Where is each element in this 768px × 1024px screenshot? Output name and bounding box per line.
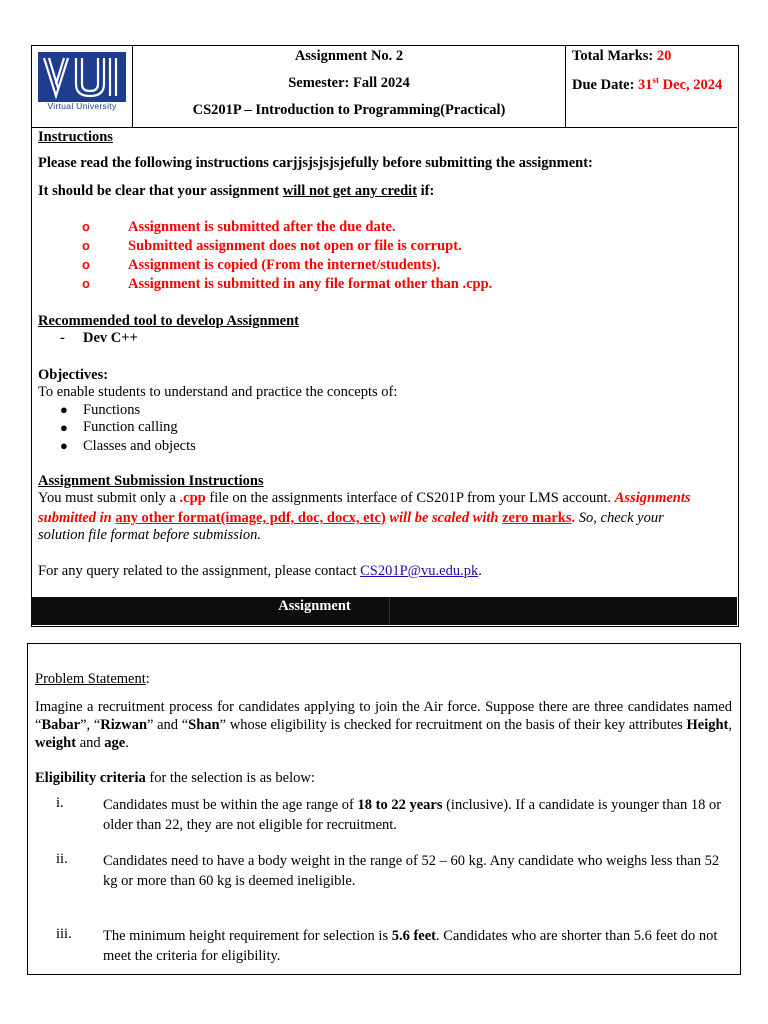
- assignment-bar: [31, 597, 737, 625]
- submission-heading: Assignment Submission Instructions: [38, 473, 264, 489]
- problem-text: .: [125, 735, 129, 751]
- list-number: iii.: [56, 926, 72, 942]
- bullet-icon: o: [82, 219, 90, 234]
- due-date-ordinal: st: [652, 75, 660, 85]
- objective-item: Function calling: [83, 419, 178, 435]
- criteria-item-text: The minimum height requirement for selection is: [103, 928, 392, 944]
- semester: Semester: Fall 2024: [288, 75, 410, 91]
- criteria-item-bold: 18 to 22 years: [357, 797, 443, 813]
- query-line: [38, 563, 482, 580]
- header-divider: [565, 45, 566, 127]
- criteria-item: [103, 851, 733, 891]
- criteria-item-text: (inclusive). If a candidate is younger than 18 or older than 22, they are not eligible for recruitment.: [103, 797, 722, 833]
- total-marks-label: Total Marks:: [572, 48, 657, 64]
- list-number: i.: [56, 795, 64, 811]
- total-marks: [572, 48, 671, 65]
- attribute: age: [104, 735, 126, 751]
- no-credit-line: [38, 183, 434, 200]
- query-text: For any query related to the assignment, please contact: [38, 563, 361, 579]
- total-marks-value: 20: [656, 48, 672, 64]
- problem-heading-text: Problem Statement: [35, 671, 146, 687]
- read-instructions-line: Please read the following instructions carjjsjsjsjsjefully before submitting the assignment:: [38, 155, 593, 171]
- problem-paragraph: [35, 698, 732, 752]
- attribute: Height: [686, 717, 729, 733]
- bullet-dot-icon: ●: [60, 438, 68, 453]
- assignment-bar-divider: [389, 597, 390, 625]
- dash-icon: -: [60, 330, 65, 346]
- problem-text: ” whose eligibility is checked for recruitment on the basis of their key attributes: [219, 717, 687, 733]
- submission-line-1: [38, 490, 691, 507]
- course-title: CS201P – Introduction to Programming(Practical): [192, 102, 506, 118]
- problem-text: ,: [728, 717, 733, 733]
- cpp-extension: .cpp: [179, 490, 206, 506]
- criteria-line: [35, 770, 732, 787]
- vu-logo-icon: [38, 52, 126, 102]
- warning-text: will be scaled with: [385, 510, 503, 526]
- criteria-item-text: . Candidates who are shorter than 5.6 feet do not meet the criteria for eligibility.: [103, 928, 718, 964]
- submission-line-2: [38, 510, 664, 527]
- condition-item: Assignment is copied (From the internet/students).: [128, 257, 441, 273]
- objectives-heading: Objectives:: [38, 367, 109, 383]
- bullet-dot-icon: ●: [60, 420, 68, 435]
- problem-text: ”, “: [80, 717, 101, 733]
- candidate-name: Shan: [188, 717, 220, 733]
- due-date: [572, 75, 722, 94]
- criteria-item-text: Candidates need to have a body weight in the range of 52 – 60 kg. Any candidate who weighs less than 52 kg or more than 60 kg is deemed ineligible.: [103, 853, 720, 889]
- problem-heading: [35, 671, 732, 688]
- bullet-icon: o: [82, 276, 90, 291]
- candidate-name: Babar: [41, 717, 81, 733]
- vu-logo-mark: [38, 52, 126, 102]
- attribute: weight: [35, 735, 77, 751]
- candidate-name: Rizwan: [100, 717, 148, 733]
- objectives-intro: To enable students to understand and practice the concepts of:: [38, 384, 398, 400]
- criteria-item-text: Candidates must be within the age range of: [103, 797, 358, 813]
- query-text: .: [478, 563, 482, 579]
- vu-logo-caption: Virtual University: [47, 101, 117, 111]
- contact-email-link[interactable]: CS201P@vu.edu.pk: [360, 563, 479, 579]
- criteria-item-bold: 5.6 feet: [391, 928, 436, 944]
- bullet-icon: o: [82, 257, 90, 272]
- due-date-value: [638, 77, 722, 93]
- warning-formats: any other format(image, pdf, doc, docx, etc): [115, 510, 386, 526]
- submission-line-3: solution file format before submission.: [38, 527, 262, 543]
- no-credit-underlined: will not get any credit: [282, 183, 418, 199]
- warning-text: .: [571, 510, 576, 526]
- bullet-icon: o: [82, 238, 90, 253]
- check-format-text: So, check your: [575, 510, 664, 526]
- submission-text: You must submit only a: [38, 490, 180, 506]
- assignment-number: Assignment No. 2: [294, 48, 404, 64]
- condition-item: Assignment is submitted in any file format other than .cpp.: [128, 276, 493, 292]
- problem-text: and: [76, 735, 105, 751]
- condition-item: Submitted assignment does not open or file is corrupt.: [128, 238, 462, 254]
- vu-logo: [38, 52, 126, 114]
- warning-text: submitted in: [38, 510, 116, 526]
- criteria-item: [103, 795, 733, 835]
- tool-heading: Recommended tool to develop Assignment: [38, 313, 299, 329]
- warning-text: Assignments: [614, 490, 691, 506]
- problem-heading-colon: :: [145, 671, 150, 687]
- no-credit-prefix: It should be clear that your assignment: [38, 183, 283, 199]
- due-date-label: Due Date:: [572, 76, 639, 93]
- zero-marks: zero marks: [502, 510, 572, 526]
- due-date-day: 31: [638, 76, 653, 93]
- condition-item: Assignment is submitted after the due date.: [128, 219, 396, 235]
- instructions-heading: Instructions: [38, 129, 113, 145]
- criteria-bold: Eligibility criteria: [35, 770, 146, 786]
- bullet-dot-icon: ●: [60, 402, 68, 417]
- tool-item: Dev C++: [83, 330, 138, 346]
- problem-text: Imagine a recruitment process for candidates applying to join the Air force. Suppose there are three candidates named “: [35, 699, 732, 733]
- objective-item: Classes and objects: [83, 438, 196, 454]
- criteria-text: for the selection is as below:: [145, 770, 315, 786]
- no-credit-suffix: if:: [417, 183, 435, 199]
- list-number: ii.: [56, 851, 68, 867]
- problem-text: ” and “: [147, 717, 189, 733]
- submission-text: file on the assignments interface of CS201P from your LMS account.: [205, 490, 615, 506]
- assignment-bar-label: Assignment: [278, 598, 351, 614]
- objective-item: Functions: [83, 402, 141, 418]
- criteria-item: [103, 926, 733, 966]
- due-date-month-year: Dec, 2024: [659, 76, 723, 93]
